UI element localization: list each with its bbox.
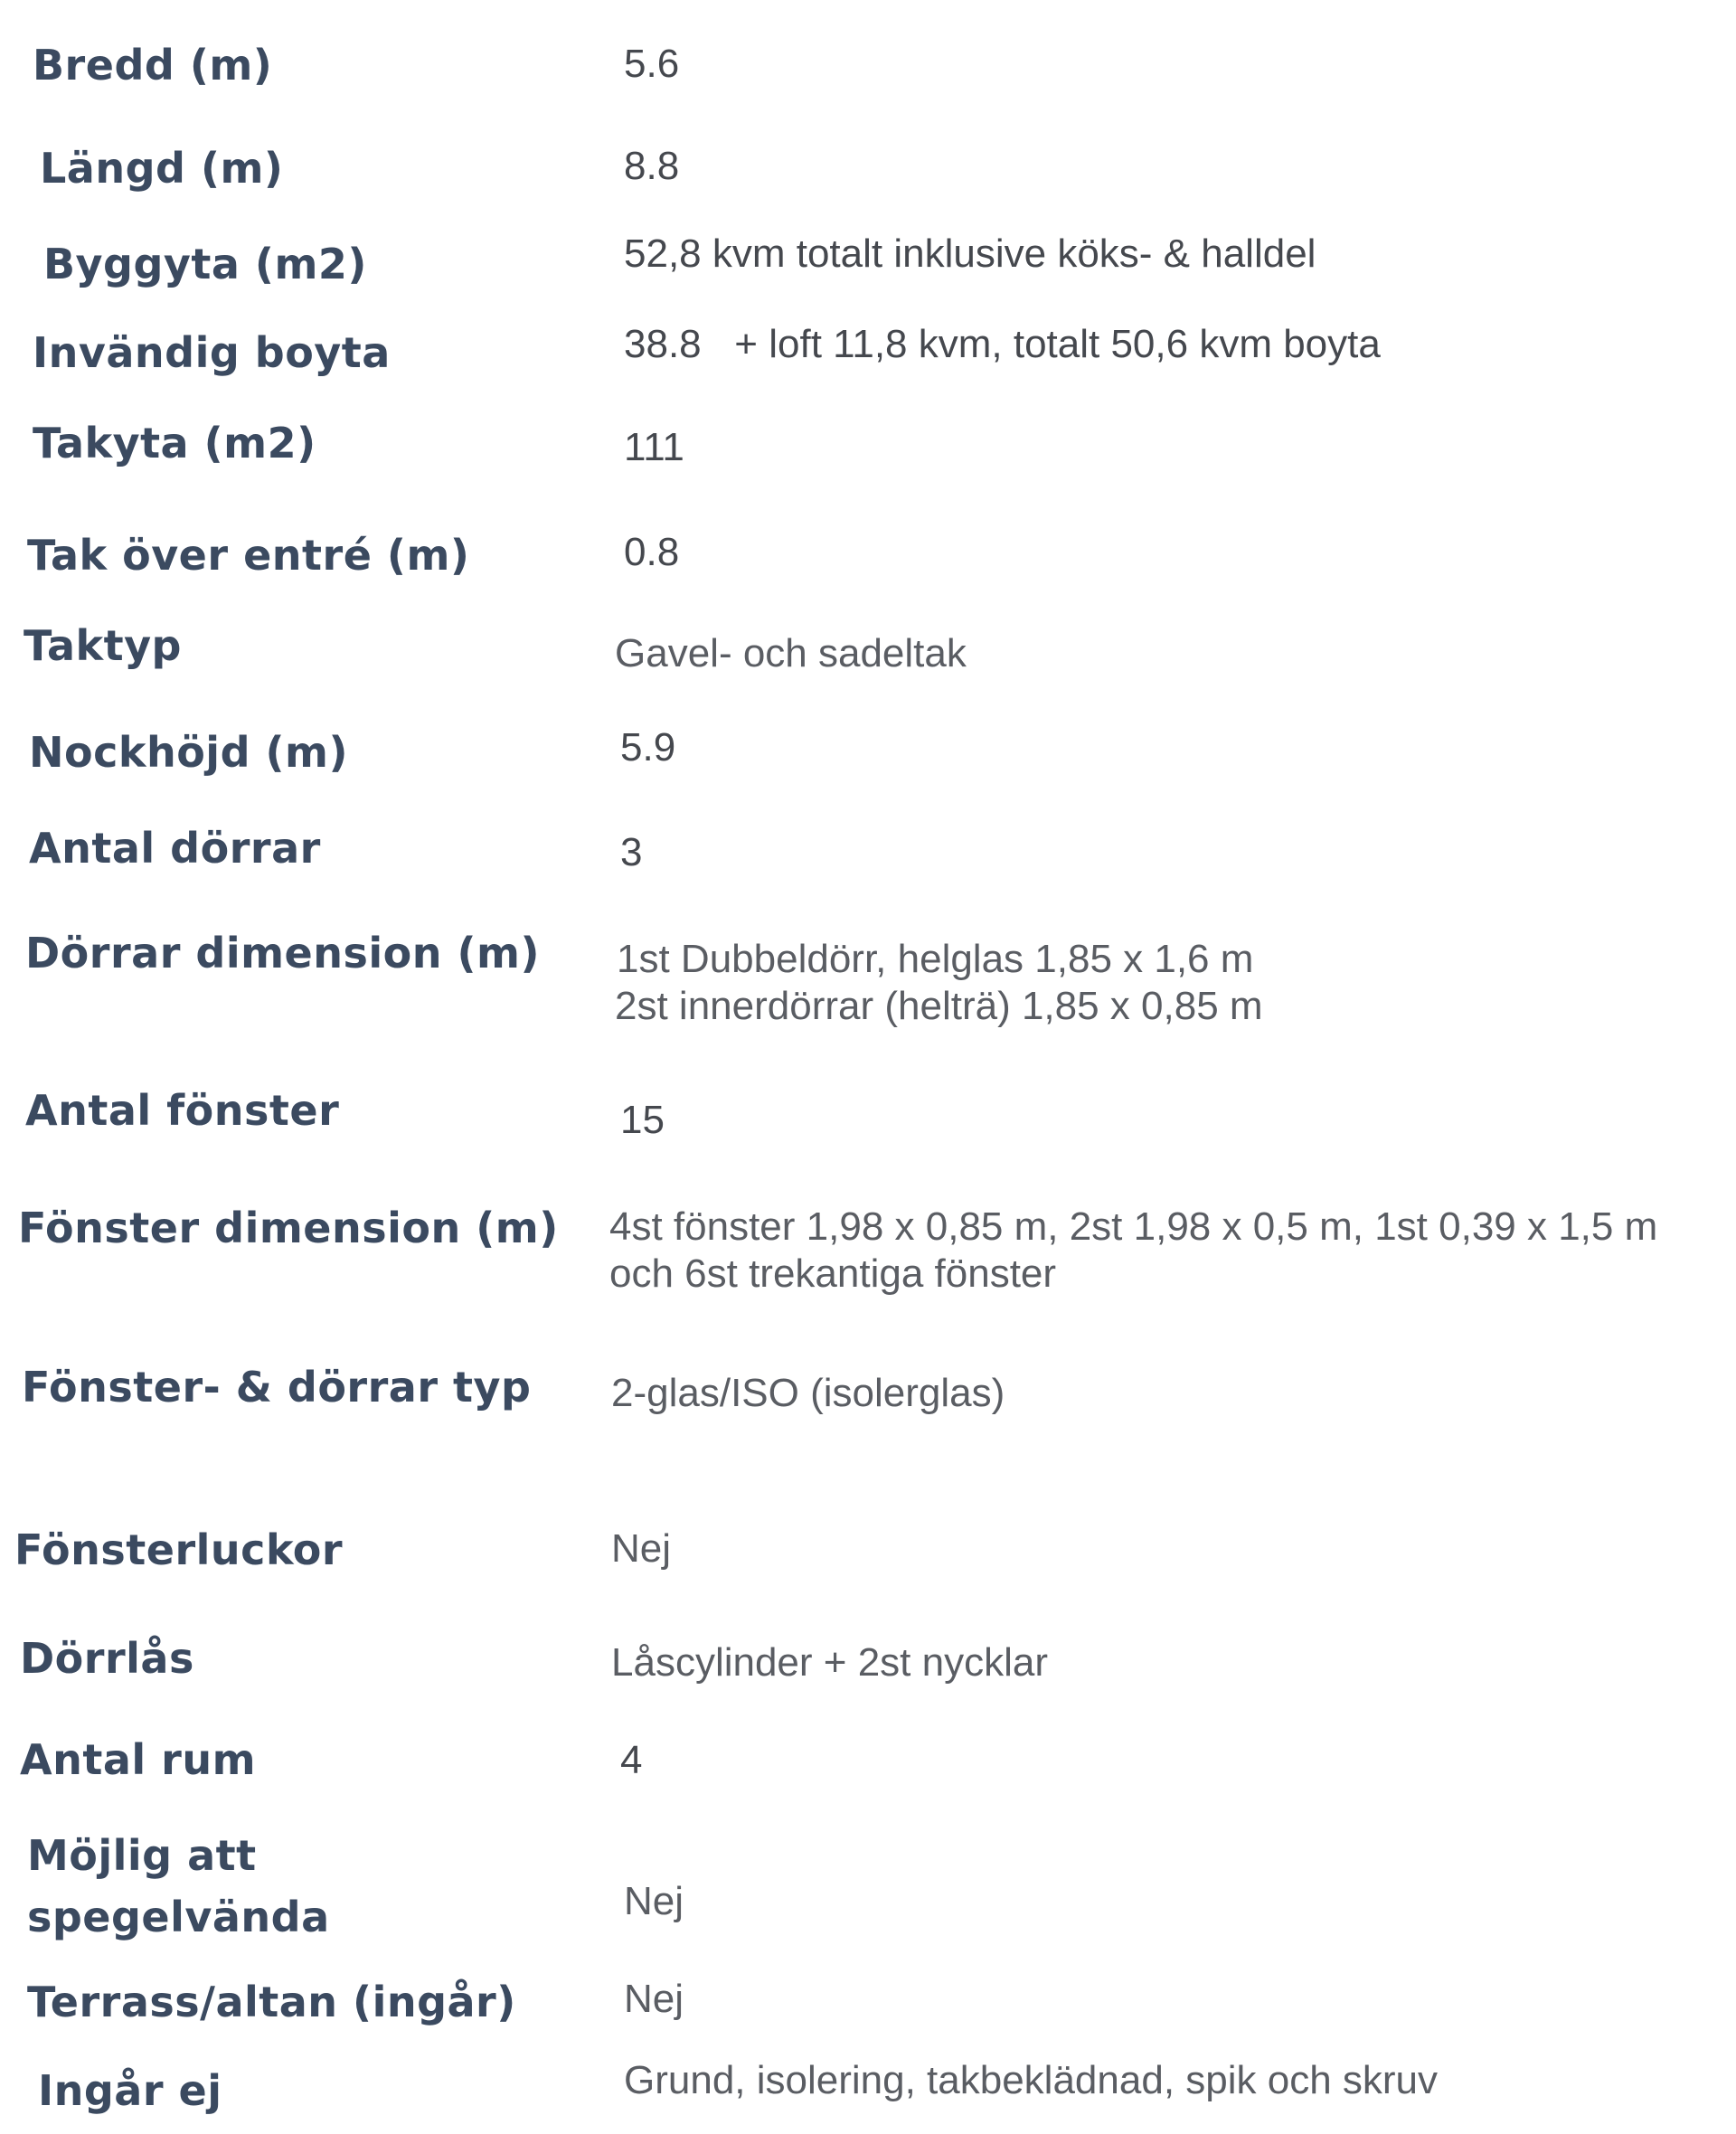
spec-label: Fönsterluckor	[14, 1525, 344, 1574]
spec-value: 52,8 kvm totalt inklusive köks- & halldel	[624, 231, 1316, 276]
spec-label: Fönster dimension (m)	[18, 1204, 559, 1252]
spec-value: Gavel- och sadeltak	[615, 631, 967, 675]
spec-label: Antal fönster	[25, 1086, 340, 1135]
spec-label: Ingår ej	[38, 2066, 222, 2115]
spec-label: Invändig boyta	[33, 328, 391, 377]
spec-label: Längd (m)	[40, 144, 284, 193]
spec-label: Dörrlås	[20, 1634, 194, 1683]
spec-value: 15	[620, 1098, 665, 1142]
spec-label: Takyta (m2)	[33, 419, 316, 467]
spec-value-line: och 6st trekantiga fönster	[609, 1251, 1057, 1296]
spec-value: Nej	[624, 1977, 684, 2021]
spec-label: Nockhöjd (m)	[29, 728, 348, 777]
spec-value: Grund, isolering, takbeklädnad, spik och skruv	[624, 2058, 1439, 2102]
spec-label: Antal rum	[20, 1735, 257, 1784]
spec-value: Nej	[611, 1526, 672, 1571]
spec-value-line: 2st innerdörrar (helträ) 1,85 x 0,85 m	[615, 984, 1263, 1028]
spec-label: Taktyp	[24, 621, 182, 670]
spec-value: Låscylinder + 2st nycklar	[611, 1640, 1048, 1685]
spec-label-line: Möjlig att	[27, 1831, 257, 1880]
spec-value: 5.6	[624, 42, 680, 86]
spec-label: Antal dörrar	[29, 824, 321, 873]
spec-value: 8.8	[624, 144, 680, 188]
spec-value: 111	[624, 425, 684, 469]
spec-value: 38.8 + loft 11,8 kvm, totalt 50,6 kvm boyta	[624, 322, 1381, 366]
spec-label: Fönster- & dörrar typ	[22, 1363, 532, 1412]
spec-value-line: 4st fönster 1,98 x 0,85 m, 2st 1,98 x 0,5 m, 1st 0,39 x 1,5 m	[609, 1204, 1658, 1249]
spec-label: Terrass/altan (ingår)	[27, 1978, 516, 2026]
spec-value-line: 1st Dubbeldörr, helglas 1,85 x 1,6 m	[617, 937, 1254, 981]
spec-label-line: spegelvända	[27, 1893, 330, 1941]
spec-value: 3	[620, 830, 643, 874]
spec-label: Byggyta (m2)	[43, 240, 367, 288]
spec-value: 4	[620, 1738, 643, 1782]
spec-label: Bredd (m)	[33, 41, 273, 90]
spec-value: 2-glas/ISO (isolerglas)	[611, 1371, 1005, 1415]
spec-label: Tak över entré (m)	[27, 531, 470, 580]
spec-value: 5.9	[620, 725, 676, 770]
spec-value: 0.8	[624, 530, 680, 574]
spec-value: Nej	[624, 1879, 684, 1923]
spec-label: Dörrar dimension (m)	[25, 929, 540, 977]
